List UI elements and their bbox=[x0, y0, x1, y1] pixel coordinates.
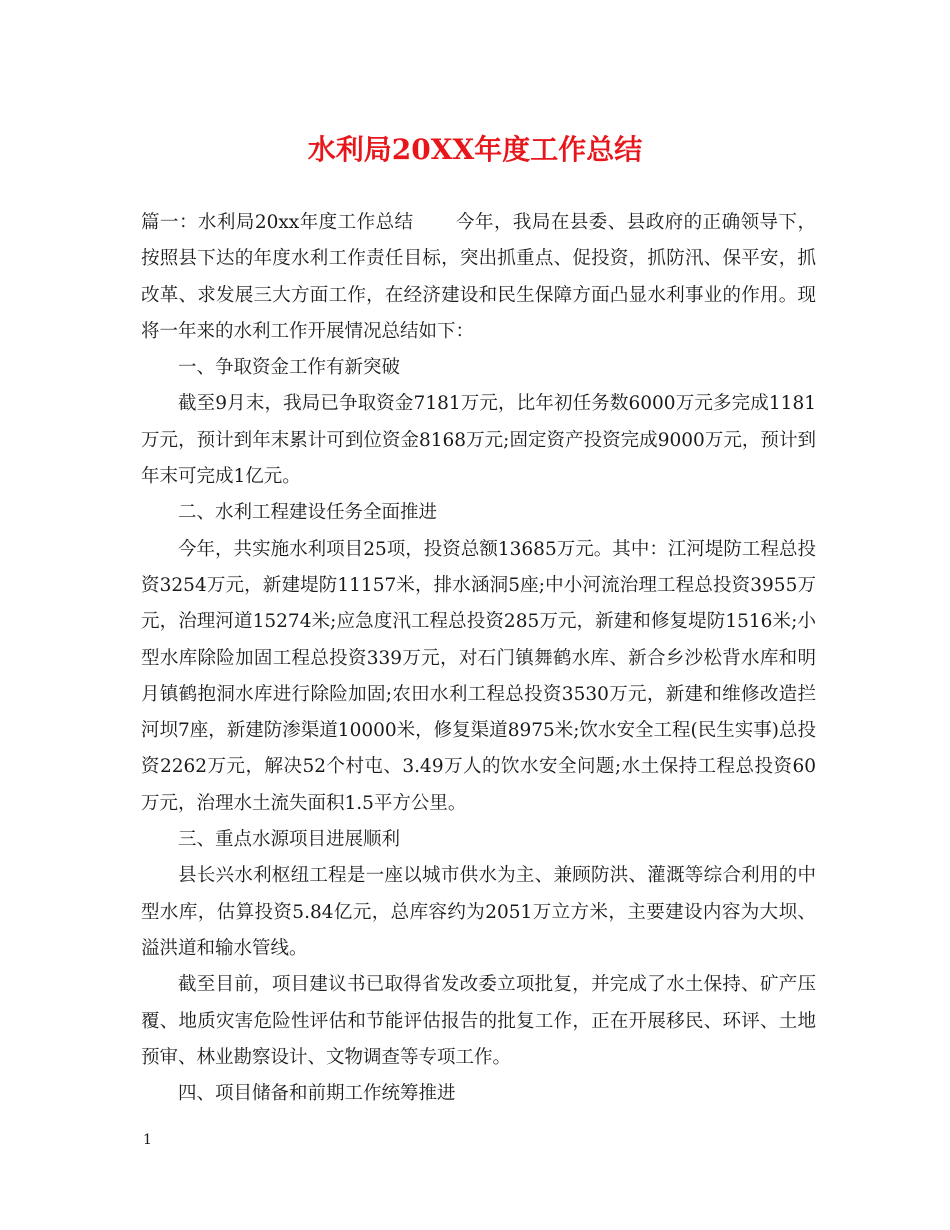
paragraph-projects: 今年，共实施水利项目25项，投资总额13685万元。其中：江河堤防工程总投资3254万元，新建堤防11157米，排水涵洞5座;中小河流治理工程总投资3955万元，治理河道15274米;应急度汛工程总投资285万元，新建和修复堤防1516米;小型水库除险加固工程总投资339万元，对石门镇舞鹤水库、新合乡沙松背水库和明月镇鹤抱洞水库进行除险加固;农田水利工程总投资3530万元，新建和维修改造拦河坝7座，新建防渗渠道10000米，修复渠道8975米;饮水安全工程(民生实事)总投资2262万元，解决52个村屯、3.49万人的饮水安全问题;水土保持工程总投资60万元，治理水土流失面积1.5平方公里。 bbox=[141, 538, 816, 814]
paragraph-funding: 截至9月末，我局已争取资金7181万元，比年初任务数6000万元多完成1181万元，预计到年末累计可到位资金8168万元;固定资产投资完成9000万元，预计到年末可完成1亿元。 bbox=[141, 393, 816, 488]
document-body bbox=[141, 205, 816, 1112]
intro-paragraph bbox=[141, 205, 816, 350]
section-heading-3: 三、重点水源项目进展顺利 bbox=[178, 829, 401, 851]
section-heading-4: 四、项目储备和前期工作统筹推进 bbox=[178, 1083, 456, 1105]
intro-text: 今年，我局在县委、县政府的正确领导下，按照县下达的年度水利工作责任目标，突出抓重点、促投资，抓防汛、保平安，抓改革、求发展三大方面工作，在经济建设和民生保障方面凸显水利事业的作用。现将一年来的水利工作开展情况总结如下： bbox=[141, 212, 816, 342]
intro-label: 篇一：水利局20xx年度工作总结 bbox=[141, 212, 414, 233]
document-title: 水利局20XX年度工作总结 bbox=[307, 133, 643, 166]
paragraph-reservoir: 县长兴水利枢纽工程是一座以城市供水为主、兼顾防洪、灌溉等综合利用的中型水库，估算投资5.84亿元，总库容约为2051万立方米，主要建设内容为大坝、溢洪道和输水管线。 bbox=[141, 865, 816, 959]
section-heading-2: 二、水利工程建设任务全面推进 bbox=[178, 502, 438, 524]
page-number: 1 bbox=[143, 1132, 152, 1148]
section-heading-1: 一、争取资金工作有新突破 bbox=[178, 357, 401, 379]
paragraph-progress: 截至目前，项目建议书已取得省发改委立项批复，并完成了水土保持、矿产压覆、地质灾害危险性评估和节能评估报告的批复工作，正在开展移民、环评、土地预审、林业勘察设计、文物调查等专项工作。 bbox=[141, 974, 816, 1068]
